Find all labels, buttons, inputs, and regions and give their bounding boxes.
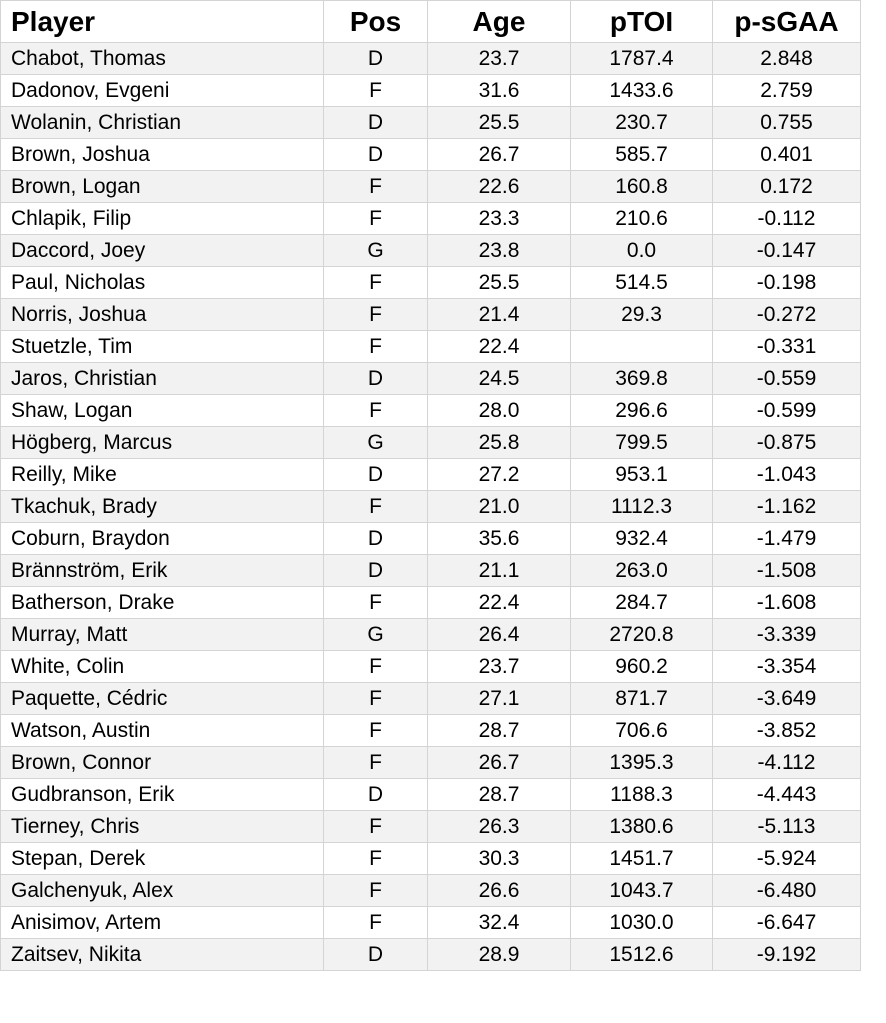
table-row [1,427,861,459]
table-row [1,395,861,427]
table-row [1,587,861,619]
cell-psgaa: -3.649 [713,683,861,715]
column-header-age: Age [428,1,571,43]
cell-player: Shaw, Logan [1,395,324,427]
table-row [1,843,861,875]
cell-age: 23.3 [428,203,571,235]
table-row [1,299,861,331]
cell-ptoi: 514.5 [571,267,713,299]
cell-player: Tierney, Chris [1,811,324,843]
cell-psgaa: -0.112 [713,203,861,235]
cell-pos: F [324,171,428,203]
table-row [1,363,861,395]
table-row [1,267,861,299]
cell-age: 26.4 [428,619,571,651]
table-row [1,203,861,235]
cell-pos: F [324,875,428,907]
cell-player: Chabot, Thomas [1,43,324,75]
table-row [1,459,861,491]
header-row [1,1,861,43]
cell-ptoi: 1030.0 [571,907,713,939]
cell-player: Brown, Logan [1,171,324,203]
cell-player: Högberg, Marcus [1,427,324,459]
cell-ptoi [571,331,713,363]
table-row [1,235,861,267]
cell-age: 23.7 [428,43,571,75]
table-row [1,107,861,139]
cell-pos: D [324,459,428,491]
cell-pos: G [324,427,428,459]
cell-player: Tkachuk, Brady [1,491,324,523]
cell-player: Watson, Austin [1,715,324,747]
cell-player: Brown, Connor [1,747,324,779]
cell-psgaa: -3.852 [713,715,861,747]
cell-psgaa: 2.848 [713,43,861,75]
cell-psgaa: 0.401 [713,139,861,171]
table-row [1,715,861,747]
table-row [1,619,861,651]
table-row [1,747,861,779]
cell-age: 30.3 [428,843,571,875]
cell-age: 24.5 [428,363,571,395]
cell-age: 32.4 [428,907,571,939]
cell-pos: F [324,651,428,683]
cell-pos: D [324,555,428,587]
cell-pos: F [324,331,428,363]
cell-player: Galchenyuk, Alex [1,875,324,907]
cell-psgaa: -0.272 [713,299,861,331]
cell-psgaa: -0.599 [713,395,861,427]
cell-pos: D [324,939,428,971]
cell-pos: D [324,363,428,395]
cell-pos: F [324,587,428,619]
table-row [1,491,861,523]
table-header [1,1,861,43]
cell-pos: F [324,907,428,939]
cell-ptoi: 284.7 [571,587,713,619]
cell-ptoi: 706.6 [571,715,713,747]
cell-age: 27.1 [428,683,571,715]
table-row [1,75,861,107]
cell-pos: F [324,395,428,427]
cell-psgaa: -1.508 [713,555,861,587]
table-row [1,171,861,203]
cell-player: Coburn, Braydon [1,523,324,555]
cell-ptoi: 1188.3 [571,779,713,811]
cell-player: Paul, Nicholas [1,267,324,299]
table-row [1,331,861,363]
cell-pos: D [324,523,428,555]
cell-psgaa: -0.875 [713,427,861,459]
cell-ptoi: 932.4 [571,523,713,555]
table-row [1,875,861,907]
cell-age: 22.6 [428,171,571,203]
cell-player: Dadonov, Evgeni [1,75,324,107]
cell-player: Stepan, Derek [1,843,324,875]
cell-age: 22.4 [428,587,571,619]
cell-pos: F [324,203,428,235]
cell-pos: D [324,779,428,811]
cell-psgaa: -9.192 [713,939,861,971]
cell-ptoi: 1043.7 [571,875,713,907]
cell-player: White, Colin [1,651,324,683]
cell-psgaa: -4.112 [713,747,861,779]
table-row [1,683,861,715]
cell-psgaa: -1.608 [713,587,861,619]
cell-player: Jaros, Christian [1,363,324,395]
cell-player: Gudbranson, Erik [1,779,324,811]
cell-player: Brown, Joshua [1,139,324,171]
cell-age: 28.7 [428,779,571,811]
cell-age: 26.6 [428,875,571,907]
cell-psgaa: -6.480 [713,875,861,907]
cell-age: 28.9 [428,939,571,971]
column-header-pos: Pos [324,1,428,43]
cell-ptoi: 799.5 [571,427,713,459]
cell-age: 23.8 [428,235,571,267]
cell-player: Murray, Matt [1,619,324,651]
cell-ptoi: 871.7 [571,683,713,715]
cell-ptoi: 0.0 [571,235,713,267]
cell-pos: F [324,747,428,779]
cell-psgaa: -0.331 [713,331,861,363]
cell-ptoi: 29.3 [571,299,713,331]
cell-pos: G [324,619,428,651]
cell-ptoi: 960.2 [571,651,713,683]
table-row [1,523,861,555]
cell-psgaa: -4.443 [713,779,861,811]
cell-ptoi: 263.0 [571,555,713,587]
cell-player: Stuetzle, Tim [1,331,324,363]
table-row [1,907,861,939]
cell-age: 21.0 [428,491,571,523]
cell-age: 31.6 [428,75,571,107]
cell-pos: D [324,43,428,75]
cell-ptoi: 230.7 [571,107,713,139]
cell-ptoi: 2720.8 [571,619,713,651]
table-row [1,555,861,587]
cell-pos: F [324,811,428,843]
cell-player: Daccord, Joey [1,235,324,267]
cell-ptoi: 953.1 [571,459,713,491]
cell-psgaa: 0.172 [713,171,861,203]
cell-psgaa: -0.559 [713,363,861,395]
cell-age: 25.8 [428,427,571,459]
cell-age: 26.7 [428,747,571,779]
table-row [1,651,861,683]
cell-age: 21.1 [428,555,571,587]
cell-pos: G [324,235,428,267]
cell-pos: F [324,715,428,747]
cell-ptoi: 1787.4 [571,43,713,75]
cell-age: 28.7 [428,715,571,747]
cell-ptoi: 1433.6 [571,75,713,107]
cell-player: Anisimov, Artem [1,907,324,939]
cell-age: 26.3 [428,811,571,843]
cell-age: 25.5 [428,107,571,139]
cell-psgaa: -1.479 [713,523,861,555]
cell-ptoi: 1395.3 [571,747,713,779]
cell-age: 21.4 [428,299,571,331]
cell-psgaa: -0.147 [713,235,861,267]
cell-player: Wolanin, Christian [1,107,324,139]
cell-psgaa: -3.339 [713,619,861,651]
cell-psgaa: 0.755 [713,107,861,139]
cell-ptoi: 1451.7 [571,843,713,875]
column-header-ptoi: pTOI [571,1,713,43]
cell-ptoi: 585.7 [571,139,713,171]
cell-player: Paquette, Cédric [1,683,324,715]
cell-age: 23.7 [428,651,571,683]
cell-pos: F [324,75,428,107]
cell-psgaa: -1.043 [713,459,861,491]
cell-pos: F [324,683,428,715]
cell-age: 35.6 [428,523,571,555]
cell-ptoi: 369.8 [571,363,713,395]
cell-player: Brännström, Erik [1,555,324,587]
cell-ptoi: 1512.6 [571,939,713,971]
cell-pos: D [324,139,428,171]
cell-ptoi: 1112.3 [571,491,713,523]
cell-player: Zaitsev, Nikita [1,939,324,971]
cell-player: Reilly, Mike [1,459,324,491]
column-header-psgaa: p-sGAA [713,1,861,43]
table-row [1,811,861,843]
cell-age: 22.4 [428,331,571,363]
cell-pos: F [324,491,428,523]
cell-ptoi: 296.6 [571,395,713,427]
cell-psgaa: -5.924 [713,843,861,875]
table-body [1,43,861,971]
table-row [1,939,861,971]
cell-pos: F [324,299,428,331]
cell-player: Chlapik, Filip [1,203,324,235]
cell-age: 26.7 [428,139,571,171]
cell-ptoi: 210.6 [571,203,713,235]
cell-psgaa: -3.354 [713,651,861,683]
cell-age: 28.0 [428,395,571,427]
cell-pos: F [324,843,428,875]
table-row [1,43,861,75]
cell-ptoi: 1380.6 [571,811,713,843]
cell-psgaa: -1.162 [713,491,861,523]
table-row [1,779,861,811]
cell-player: Norris, Joshua [1,299,324,331]
cell-age: 27.2 [428,459,571,491]
table-row [1,139,861,171]
cell-psgaa: -0.198 [713,267,861,299]
column-header-player: Player [1,1,324,43]
cell-player: Batherson, Drake [1,587,324,619]
cell-psgaa: -5.113 [713,811,861,843]
cell-pos: D [324,107,428,139]
cell-psgaa: -6.647 [713,907,861,939]
cell-pos: F [324,267,428,299]
cell-ptoi: 160.8 [571,171,713,203]
cell-age: 25.5 [428,267,571,299]
cell-psgaa: 2.759 [713,75,861,107]
